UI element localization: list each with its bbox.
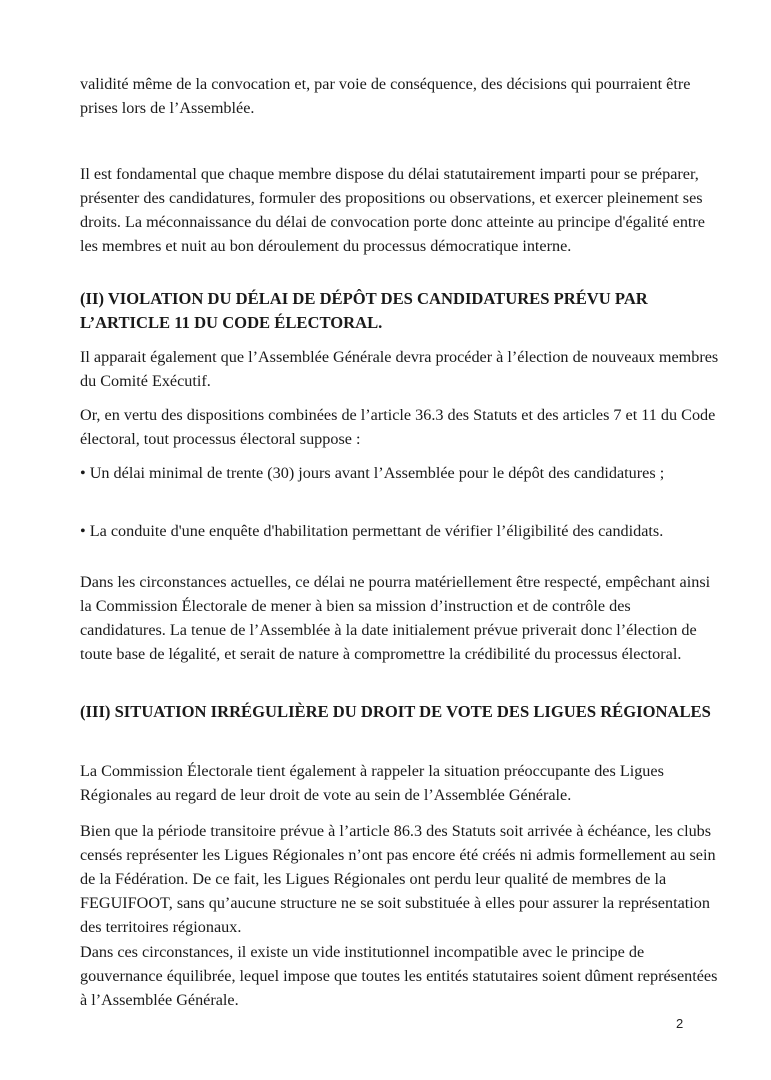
paragraph-convocation-validity: validité même de la convocation et, par voie de conséquence, des décisions qui pourraient être prises lors de l’Assemblée. bbox=[80, 75, 691, 117]
section-heading-ii: (II) VIOLATION DU DÉLAI DE DÉPÔT DES CANDIDATURES PRÉVU PAR L’ARTICLE 11 DU CODE ÉLECTORAL. bbox=[80, 289, 648, 332]
paragraph-election-executive: Il apparait également que l’Assemblée Générale devra procéder à l’élection de nouveaux membres du Comité Exécutif. bbox=[80, 348, 719, 390]
paragraph-institutional-void: Dans ces circonstances, il existe un vide institutionnel incompatible avec le principe de gouvernance équilibrée, lequel impose que toutes les entités statutaires soient dûment représentées à l’Assemblée Générale. bbox=[80, 943, 718, 1009]
paragraph-regional-leagues: La Commission Électorale tient également à rappeler la situation préoccupante des Ligues Régionales au regard de leur droit de vote au sein de l’Assemblée Générale. bbox=[80, 762, 664, 804]
paragraph-current-circumstances: Dans les circonstances actuelles, ce délai ne pourra matériellement être respecté, empêchant ainsi la Commission Électorale de mener à bien sa mission d’instruction et de contrôle des candidatures. La tenue de l’Assemblée à la date initialement prévue priverait donc l’élection de toute base de légalité, et serait de nature à compromettre la crédibilité du processus électoral. bbox=[80, 573, 711, 663]
paragraph-delay-importance: Il est fondamental que chaque membre dispose du délai statutairement imparti pour se préparer, présenter des candidatures, formuler des propositions ou observations, et exercer pleinement ses droits. La méconnaissance du délai de convocation porte donc atteinte au principe d'égalité entre les membres et nuit au bon déroulement du processus démocratique interne. bbox=[80, 165, 705, 255]
bullet-minimum-delay: • Un délai minimal de trente (30) jours avant l’Assemblée pour le dépôt des candidatures ; bbox=[80, 464, 665, 482]
page-number: 2 bbox=[676, 1016, 684, 1031]
paragraph-transitional-period: Bien que la période transitoire prévue à l’article 86.3 des Statuts soit arrivée à échéance, les clubs censés représenter les Ligues Régionales n’ont pas encore été créés ni admis formellement au sein de la Fédération. De ce fait, les Ligues Régionales ont perdu leur qualité de membres de la FEGUIFOOT, sans qu’aucune structure ne se soit substituée à elles pour assurer la représentation des territoires régionaux. bbox=[80, 822, 716, 936]
section-heading-iii: (III) SITUATION IRRÉGULIÈRE DU DROIT DE VOTE DES LIGUES RÉGIONALES bbox=[80, 702, 711, 721]
paragraph-electoral-provisions: Or, en vertu des dispositions combinées de l’article 36.3 des Statuts et des articles 7 et 11 du Code électoral, tout processus électoral suppose : bbox=[80, 406, 716, 448]
bullet-eligibility-inquiry: • La conduite d'une enquête d'habilitation permettant de vérifier l’éligibilité des candidats. bbox=[80, 522, 664, 540]
